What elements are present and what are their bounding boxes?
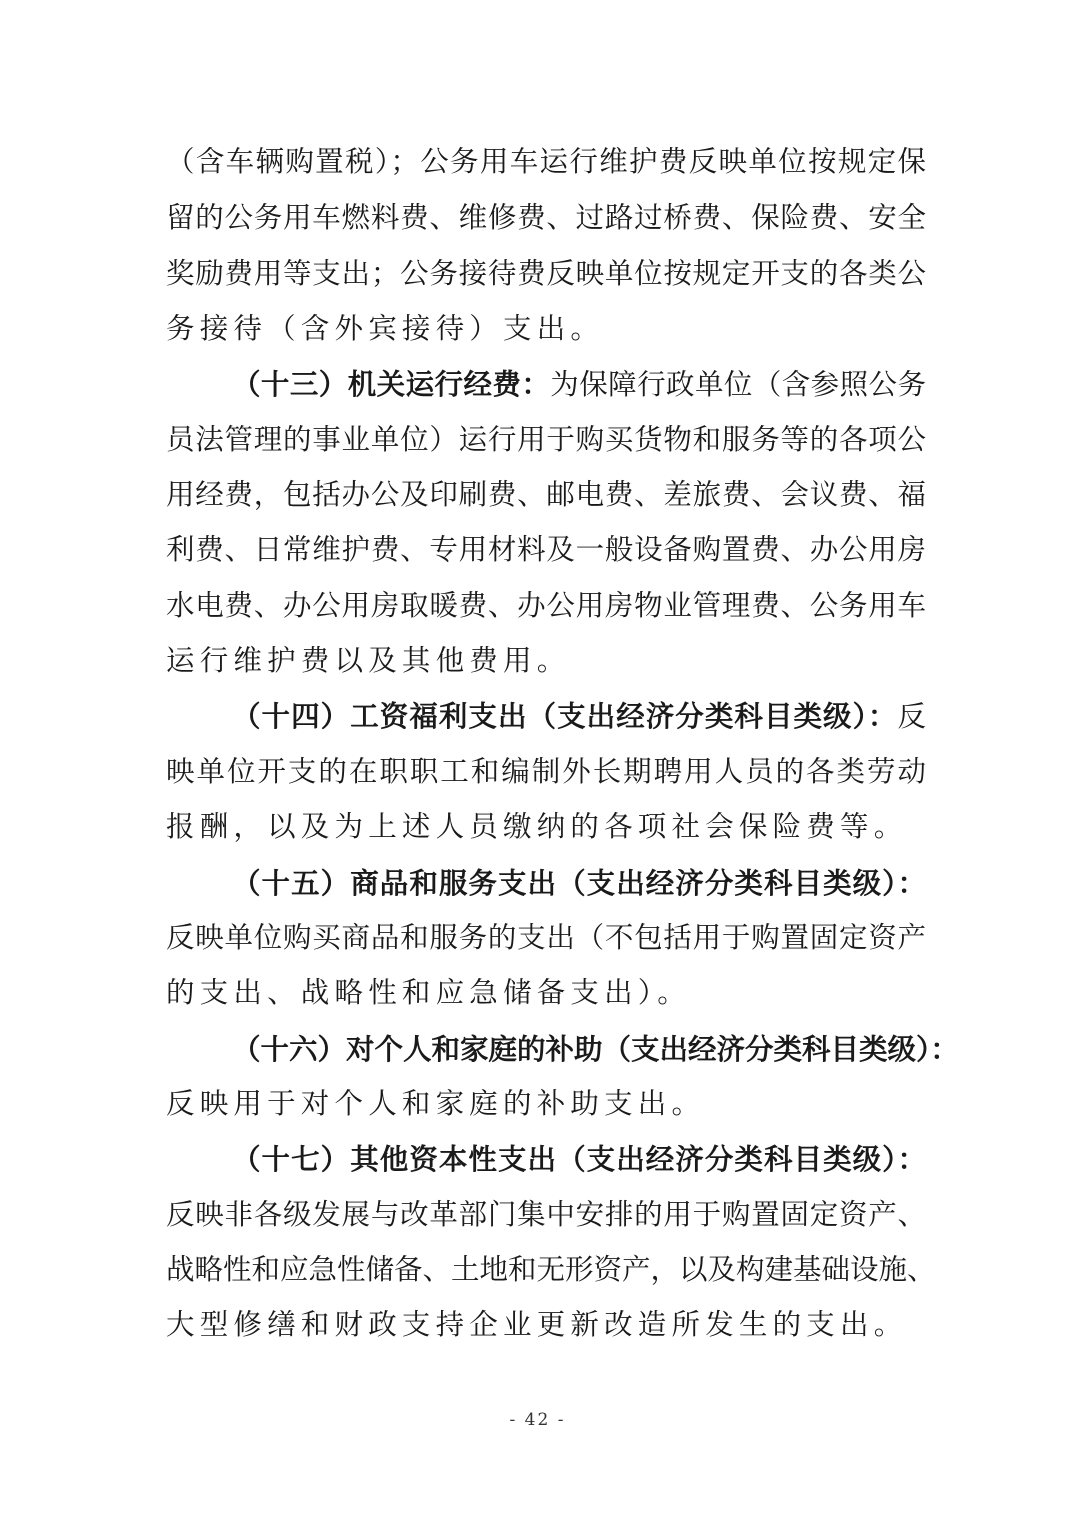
line-text: 的支出、战略性和应急储备支出）。 [166, 976, 691, 1009]
line-12 [166, 752, 926, 792]
line-text: 利费、日常维护费、专用材料及一般设备购置费、办公用房 [166, 533, 926, 566]
line-text: 映单位开支的在职职工和编制外长期聘用人员的各类劳动 [166, 755, 926, 788]
line-7 [166, 475, 926, 515]
section-heading-14: （十四）工资福利支出（支出经济分类科目类级）： [232, 699, 898, 733]
line-text: （含车辆购置税）；公务用车运行维护费反映单位按规定保 [166, 145, 926, 178]
section-heading-16: （十六）对个人和家庭的补助（支出经济分类科目类级）： [232, 1032, 959, 1066]
line-2 [166, 198, 926, 238]
line-text: 奖励费用等支出；公务接待费反映单位按规定开支的各类公 [166, 257, 926, 290]
line-text: 为保障行政单位（含参照公务 [550, 368, 926, 401]
paragraph-14-first-line [232, 696, 926, 736]
line-text: 用经费，包括办公及印刷费、邮电费、差旅费、会议费、福 [166, 478, 926, 511]
line-text: 水电费、办公用房取暖费、办公用房物业管理费、公务用车 [166, 589, 926, 622]
paragraph-16-first-line [232, 1029, 959, 1069]
page-number: - 42 - [509, 1410, 566, 1430]
line-text: 大型修缮和财政支持企业更新改造所发生的支出。 [166, 1308, 908, 1341]
line-text: 反映单位购买商品和服务的支出（不包括用于购置固定资产 [166, 921, 926, 954]
line-20 [166, 1195, 926, 1235]
line-15 [166, 918, 926, 958]
line-text: 报酬，以及为上述人员缴纳的各项社会保险费等。 [166, 810, 908, 843]
line-6 [166, 420, 926, 460]
line-3 [166, 254, 926, 294]
paragraph-17-first-line [232, 1139, 926, 1179]
line-16 [166, 973, 926, 1013]
section-heading-17: （十七）其他资本性支出（支出经济分类科目类级）： [232, 1142, 926, 1176]
line-4 [166, 309, 926, 349]
line-text: 反映非各级发展与改革部门集中安排的用于购置固定资产、 [166, 1198, 926, 1231]
line-21 [166, 1250, 936, 1290]
section-heading-15: （十五）商品和服务支出（支出经济分类科目类级）： [232, 866, 926, 900]
line-text: 反 [897, 700, 926, 733]
section-heading-13: （十三）机关运行经费： [232, 367, 551, 401]
line-text: 务接待（含外宾接待）支出。 [166, 312, 605, 345]
line-text: 战略性和应急性储备、土地和无形资产，以及构建基础设施、 [166, 1253, 936, 1286]
line-text: 运行维护费以及其他费用。 [166, 644, 571, 677]
line-text: 留的公务用车燃料费、维修费、过路过桥费、保险费、安全 [166, 201, 926, 234]
paragraph-15-first-line [232, 863, 926, 903]
line-18 [166, 1084, 926, 1124]
line-10 [166, 641, 926, 681]
line-22 [166, 1305, 926, 1345]
line-text: 员法管理的事业单位）运行用于购买货物和服务等的各项公 [166, 423, 926, 456]
paragraph-13-first-line [232, 364, 926, 404]
line-8 [166, 530, 926, 570]
line-text: 反映用于对个人和家庭的补助支出。 [166, 1087, 706, 1120]
line-9 [166, 586, 926, 626]
line-1 [166, 142, 926, 182]
line-13 [166, 807, 926, 847]
